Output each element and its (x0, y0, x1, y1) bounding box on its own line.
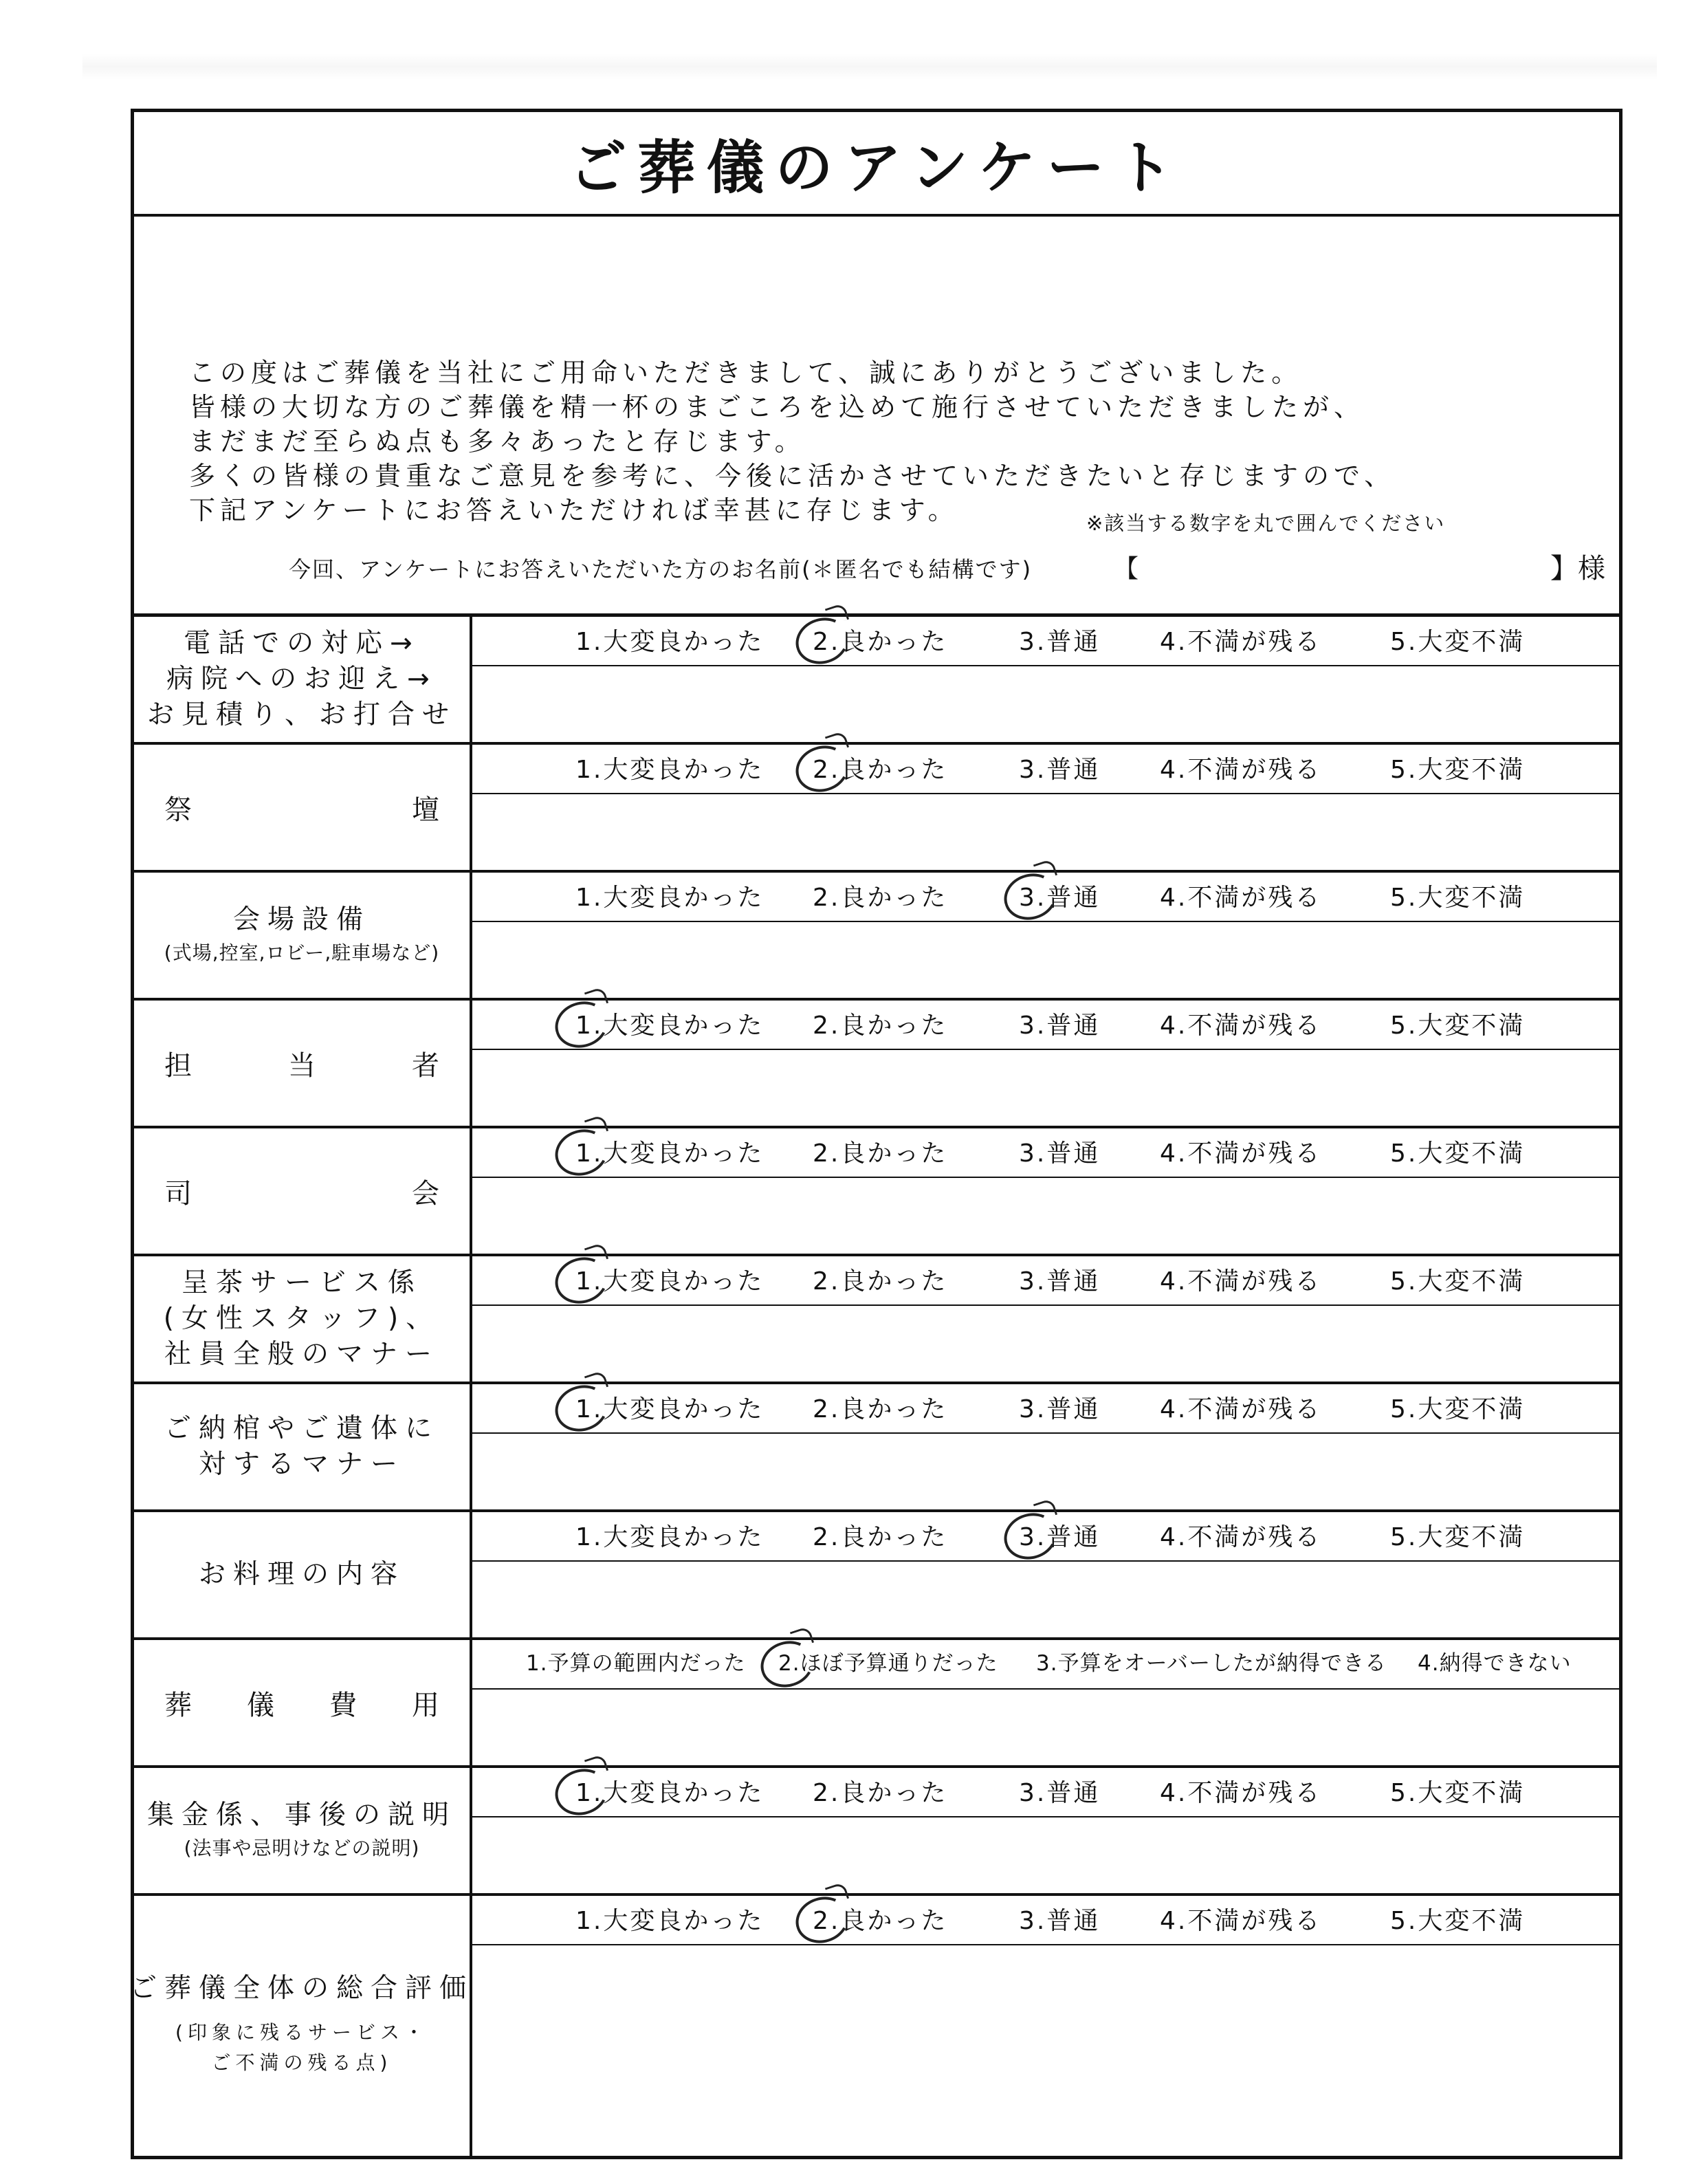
rating-option[interactable]: 4.不満が残る (1160, 1523, 1322, 1551)
intro-line: 皆様の大切な方のご葬儀を精一杯のまごころを込めて施行させていただきましたが、 (189, 392, 1365, 422)
row-label-spread (164, 788, 439, 827)
rating-option[interactable]: 5.大変不満 (1390, 628, 1526, 656)
survey-grid (130, 617, 1619, 2156)
answer-area (472, 617, 1619, 742)
rating-option[interactable]: 2.良かった (813, 1523, 948, 1551)
row-label-sub: (法事や忌明けなどの説明) (184, 1837, 420, 1859)
rating-option[interactable]: 1.大変良かった (575, 1907, 764, 1935)
row-label (134, 617, 470, 742)
rating-option[interactable]: 1.大変良かった (575, 884, 764, 912)
rating-option[interactable]: 1.大変良かった (575, 1012, 764, 1040)
rating-option[interactable]: 4.納得できない (1418, 1651, 1572, 1676)
options-line (472, 1640, 1619, 1690)
row-label-char: 費 (329, 1689, 357, 1721)
rating-option[interactable]: 3.予算をオーバーしたが納得できる (1036, 1651, 1387, 1676)
rating-option[interactable]: 1.大変良かった (575, 1395, 764, 1423)
row-label-line: 集金係、事後の説明 (146, 1800, 456, 1831)
rating-option[interactable]: 5.大変不満 (1390, 1139, 1526, 1168)
rating-option[interactable]: 3.普通 (1019, 1395, 1101, 1423)
rating-option[interactable]: 5.大変不満 (1390, 1395, 1526, 1423)
row-label (134, 1384, 470, 1509)
intro-line: 多くの皆様の貴重なご意見を参考に、今後に活かさせていただきたいと存じますので、 (189, 461, 1396, 491)
row-label-spread (164, 1044, 439, 1083)
row-label-char: 担 (164, 1049, 192, 1082)
answer-area (472, 1001, 1619, 1126)
row-label-line: ご葬儀全体の総合評価 (130, 1973, 474, 2004)
rating-option[interactable]: 3.普通 (1019, 884, 1101, 912)
answer-area (472, 745, 1619, 870)
row-label-char: 司 (164, 1177, 192, 1210)
rating-option[interactable]: 3.普通 (1019, 1779, 1101, 1807)
rating-option[interactable]: 5.大変不満 (1390, 756, 1526, 784)
rating-option[interactable]: 3.普通 (1019, 1012, 1101, 1040)
name-field-label: 今回、アンケートにお答えいただいた方のお名前(＊匿名でも結構です) (289, 556, 1033, 582)
rating-option[interactable]: 5.大変不満 (1390, 884, 1526, 912)
row-label-char: 当 (288, 1049, 316, 1082)
survey-row (134, 873, 1619, 1001)
row-label (130, 1896, 474, 2153)
row-label-spread (164, 1683, 439, 1723)
rating-option[interactable]: 5.大変不満 (1390, 1267, 1526, 1296)
title-box (134, 112, 1619, 217)
row-label-line: ご納棺やご遺体に (164, 1413, 439, 1444)
survey-row (134, 1001, 1619, 1128)
row-label-char: 者 (412, 1049, 439, 1082)
answer-area (472, 1128, 1619, 1254)
survey-row (134, 1640, 1619, 1768)
selected-circle-mark (549, 1379, 615, 1439)
row-label-line: お料理の内容 (198, 1559, 405, 1590)
row-label-char: 儀 (247, 1689, 274, 1721)
answer-area (472, 1256, 1619, 1382)
rating-option[interactable]: 4.不満が残る (1160, 1139, 1322, 1168)
selected-circle-mark (549, 1251, 615, 1311)
row-label-char: 会 (412, 1177, 439, 1210)
rating-option[interactable]: 4.不満が残る (1160, 756, 1322, 784)
row-label (134, 1768, 470, 1893)
answer-area (472, 1640, 1619, 1765)
options-line (472, 873, 1619, 922)
rating-option[interactable]: 2.良かった (813, 628, 948, 656)
rating-option[interactable]: 1.予算の範囲内だった (526, 1651, 746, 1676)
selected-circle-mark (790, 739, 855, 799)
rating-option[interactable]: 1.大変良かった (575, 1779, 764, 1807)
row-label (134, 1001, 470, 1126)
row-label-line: 対するマナー (198, 1449, 405, 1480)
rating-option[interactable]: 2.良かった (813, 756, 948, 784)
rating-option[interactable]: 1.大変良かった (575, 1267, 764, 1296)
survey-row (134, 1512, 1619, 1640)
options-line (472, 1128, 1619, 1178)
selected-circle-mark (790, 611, 855, 671)
intro-line: この度はご葬儀を当社にご用命いただきまして、誠にありがとうございました。 (189, 358, 1303, 388)
rating-option[interactable]: 2.良かった (813, 1779, 948, 1807)
survey-row (134, 1384, 1619, 1512)
page-title: ご葬儀のアンケート (569, 133, 1185, 201)
rating-option[interactable]: 5.大変不満 (1390, 1779, 1526, 1807)
options-line (472, 1512, 1619, 1562)
options-line (472, 1001, 1619, 1050)
row-label-spread (164, 1172, 439, 1211)
rating-option[interactable]: 3.普通 (1019, 628, 1101, 656)
rating-option[interactable]: 4.不満が残る (1160, 884, 1322, 912)
rating-option[interactable]: 2.良かった (813, 1907, 948, 1935)
rating-option[interactable]: 5.大変不満 (1390, 1523, 1526, 1551)
rating-option[interactable]: 3.普通 (1019, 1267, 1101, 1296)
selected-circle-mark (549, 1123, 615, 1183)
row-label-line: お見積り、お打合せ (146, 699, 456, 730)
row-label-sub: (式場,控室,ロビー,駐車場など) (164, 941, 440, 964)
options-line (472, 1256, 1619, 1306)
row-label (134, 1640, 470, 1765)
row-label-line: 呈茶サービス係 (181, 1267, 422, 1298)
row-label-char: 葬 (164, 1689, 192, 1721)
answer-area (472, 1512, 1619, 1637)
rating-option[interactable]: 3.普通 (1019, 1523, 1101, 1551)
rating-option[interactable]: 4.不満が残る (1160, 1267, 1322, 1296)
row-label-sub: (印象に残るサービス・ (175, 2021, 428, 2044)
options-line (472, 1896, 1619, 1945)
row-label-line: 会場設備 (232, 904, 371, 935)
rating-option[interactable]: 4.不満が残る (1160, 1779, 1322, 1807)
options-line (472, 617, 1619, 666)
instruction-note: ※該当する数字を丸で囲んでください (1086, 512, 1446, 535)
survey-row (134, 1768, 1619, 1896)
answer-area (472, 873, 1619, 998)
survey-row (130, 1896, 1619, 2153)
answer-area (472, 1384, 1619, 1509)
rating-option[interactable]: 1.大変良かった (575, 1139, 764, 1168)
row-label (134, 1256, 470, 1382)
rating-option[interactable]: 5.大変不満 (1390, 1012, 1526, 1040)
selected-circle-mark (755, 1635, 820, 1694)
row-label (134, 1128, 470, 1254)
rating-option[interactable]: 1.大変良かった (575, 1523, 764, 1551)
row-label-line: 社員全般のマナー (164, 1339, 439, 1370)
selected-circle-mark (790, 1890, 855, 1950)
rating-option[interactable]: 2.良かった (813, 1139, 948, 1168)
rating-option[interactable]: 3.普通 (1019, 756, 1101, 784)
options-line (472, 1384, 1619, 1434)
rating-option[interactable]: 2.良かった (813, 1395, 948, 1423)
row-label-sub: ご不満の残る点) (211, 2051, 393, 2074)
rating-option[interactable]: 4.不満が残る (1160, 1907, 1322, 1935)
intro-section (134, 217, 1619, 617)
name-bracket-close[interactable]: 】様 (1550, 553, 1605, 585)
survey-row (134, 1256, 1619, 1384)
answer-area (472, 1768, 1619, 1893)
row-label-char: 壇 (412, 794, 439, 826)
options-line (472, 1768, 1619, 1817)
selected-circle-mark (998, 1507, 1064, 1566)
rating-option[interactable]: 1.大変良かった (575, 756, 764, 784)
intro-line: まだまだ至らぬ点も多々あったと存じます。 (189, 426, 806, 457)
survey-sheet (131, 109, 1622, 2159)
rating-option[interactable]: 1.大変良かった (575, 628, 764, 656)
selected-circle-mark (549, 1762, 615, 1822)
survey-row (134, 617, 1619, 745)
row-label-char: 用 (412, 1689, 439, 1721)
selected-circle-mark (549, 995, 615, 1055)
row-label (134, 873, 470, 998)
rating-option[interactable]: 2.良かった (813, 1267, 948, 1296)
survey-row (134, 745, 1619, 873)
name-bracket-open: 【 (1114, 555, 1139, 583)
scan-header-strip (82, 54, 1657, 80)
rating-option[interactable]: 3.普通 (1019, 1907, 1101, 1935)
row-label-line: (女性スタッフ)、 (163, 1303, 441, 1334)
row-label (134, 1512, 470, 1637)
row-label (134, 745, 470, 870)
rating-option[interactable]: 4.不満が残る (1160, 1012, 1322, 1040)
answer-area (472, 1896, 1619, 2153)
rating-option[interactable]: 2.ほぼ予算通りだった (778, 1651, 998, 1676)
selected-circle-mark (998, 867, 1064, 927)
rating-option[interactable]: 5.大変不満 (1390, 1907, 1526, 1935)
row-label-line: 電話での対応→ (184, 628, 420, 659)
intro-line: 下記アンケートにお答えいただければ幸甚に存じます。 (189, 495, 959, 525)
rating-option[interactable]: 4.不満が残る (1160, 628, 1322, 656)
rating-option[interactable]: 2.良かった (813, 1012, 948, 1040)
row-label-char: 祭 (164, 794, 192, 826)
row-label-line: 病院へのお迎え→ (166, 664, 437, 695)
survey-row (134, 1128, 1619, 1256)
rating-option[interactable]: 3.普通 (1019, 1139, 1101, 1168)
rating-option[interactable]: 2.良かった (813, 884, 948, 912)
rating-option[interactable]: 4.不満が残る (1160, 1395, 1322, 1423)
options-line (472, 745, 1619, 794)
